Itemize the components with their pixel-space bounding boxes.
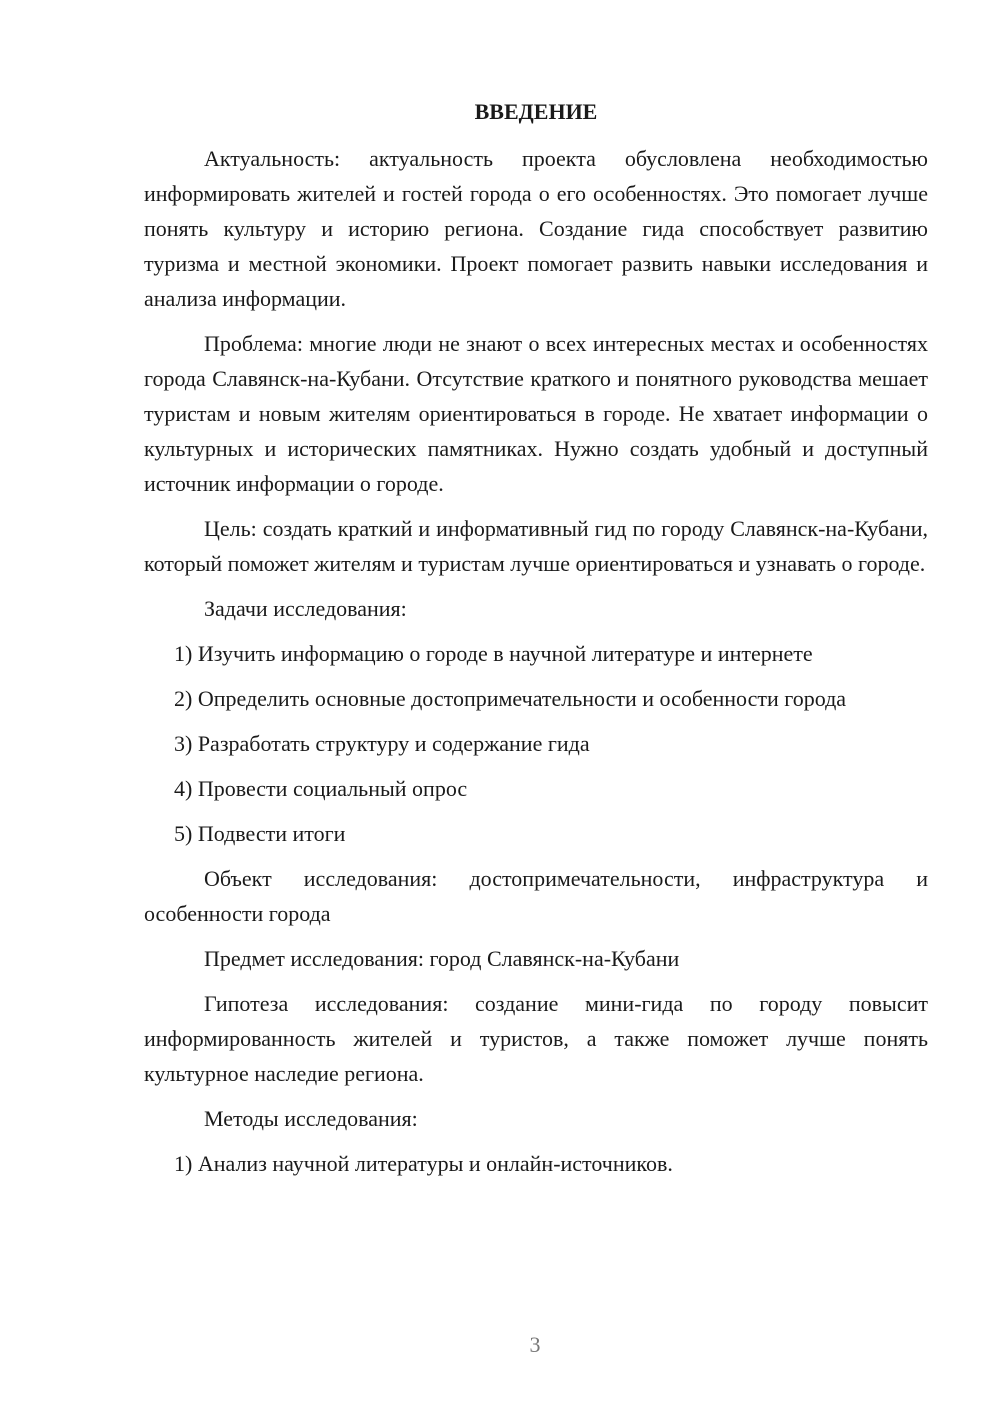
task-item: 3) Разработать структуру и содержание гида [174, 731, 590, 756]
paragraph-problem: Проблема: многие люди не знают о всех интересных местах и особенностях города Славянск-на-Кубани. Отсутствие краткого и понятного руководства мешает туристам и новым жителям ориентироваться в городе. Не хватает информации о культурных и исторических памятниках. Нужно создать удобный и доступный источник информации о городе. [144, 331, 928, 496]
paragraph-subject: Предмет исследования: город Славянск-на-Кубани [204, 946, 680, 971]
task-item: 4) Провести социальный опрос [174, 776, 468, 801]
task-item: 2) Определить основные достопримечательности и особенности города [174, 686, 847, 711]
paragraph-hypothesis: Гипотеза исследования: создание мини-гида по городу повысит информированность жителей и туристов, а также поможет лучше понять культурное наследие региона. [144, 991, 928, 1086]
method-item: 1) Анализ научной литературы и онлайн-источников. [174, 1151, 673, 1176]
task-item: 1) Изучить информацию о городе в научной литературе и интернете [174, 641, 813, 666]
page-number: 3 [529, 1332, 541, 1357]
paragraph-goal: Цель: создать краткий и информативный гид по городу Славянск-на-Кубани, который поможет жителям и туристам лучше ориентироваться и узнавать о городе. [144, 516, 928, 576]
paragraph-object: Объект исследования: достопримечательности, инфраструктура и особенности города [144, 866, 928, 926]
page-content [144, 94, 928, 1191]
section-title: ВВЕДЕНИЕ [474, 99, 598, 124]
paragraph-relevance: Актуальность: актуальность проекта обусловлена необходимостью информировать жителей и гостей города о его особенностях. Это помогает лучше понять культуру и историю региона. Создание гида способствует развитию туризма и местной экономики. Проект помогает развить навыки исследования и анализа информации. [144, 146, 928, 311]
task-item: 5) Подвести итоги [174, 821, 346, 846]
methods-heading: Методы исследования: [204, 1106, 418, 1131]
tasks-heading: Задачи исследования: [204, 596, 407, 621]
